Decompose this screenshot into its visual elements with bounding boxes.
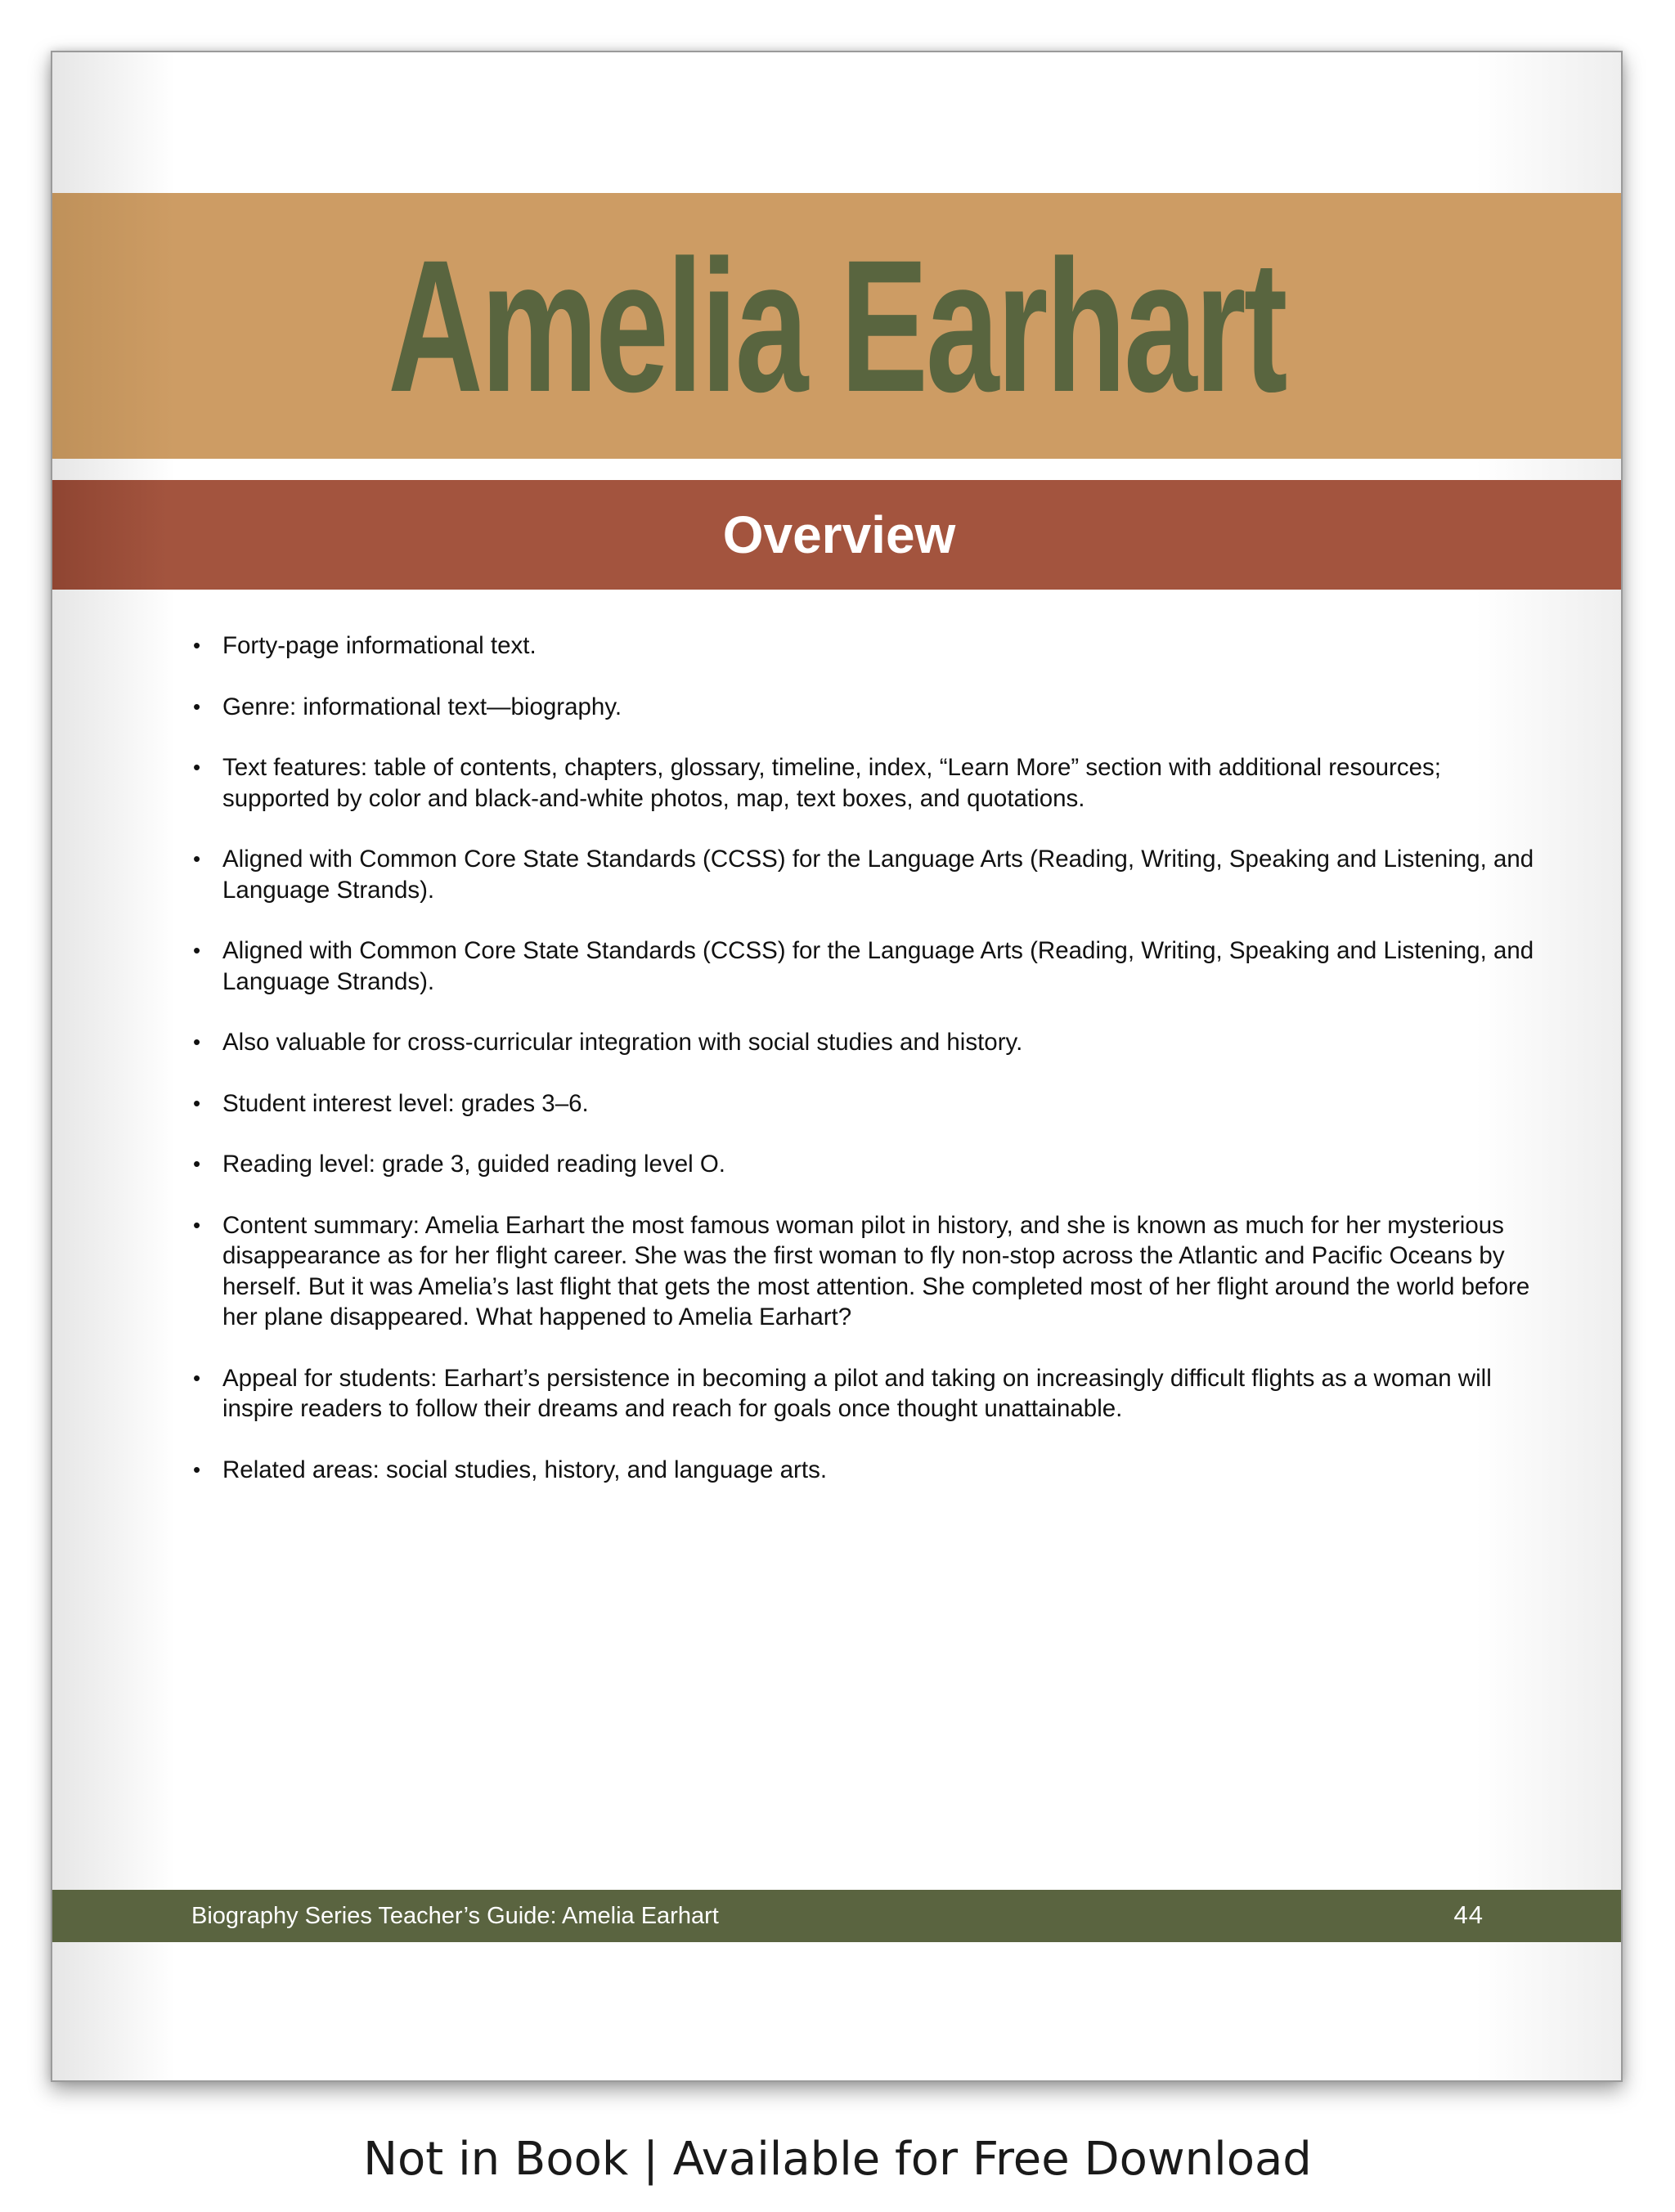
bullet-dot-icon: • (193, 1090, 201, 1115)
overview-banner (52, 480, 1621, 590)
list-item (193, 692, 1551, 723)
bullet-text: Also valuable for cross-curricular integration with social studies and history. (222, 1029, 1023, 1056)
document-title: Amelia Earhart (388, 221, 1286, 431)
footer-bar (52, 1890, 1621, 1942)
list-item (193, 936, 1551, 997)
list-item (193, 844, 1551, 905)
download-caption: Not in Book | Available for Free Download (363, 2133, 1312, 2186)
bullet-dot-icon: • (193, 1456, 201, 1482)
bullet-dot-icon: • (193, 755, 201, 779)
list-item (193, 752, 1551, 814)
section-heading: Overview (722, 505, 956, 564)
footer-guide-title: Biography Series Teacher’s Guide: Amelia Earhart (191, 1903, 719, 1929)
list-item (193, 1027, 1551, 1058)
list-item (193, 1149, 1551, 1180)
bullet-text: Appeal for students: Earhart’s persistence in becoming a pilot and taking on increasingly difficult flights as a woman will inspire readers to follow their dreams and reach for goals once thought unattainable. (222, 1364, 1492, 1422)
bullet-text: Content summary: Amelia Earhart the most famous woman pilot in history, and she is known as much for her mysterious disappearance as for her flight career. She was the first woman to fly non-stop across the Atlantic and Pacific Oceans by herself. But it was Amelia’s last flight that gets the most attention. She completed most of her flight around the world before her plane disappeared. What happened to Amelia Earhart? (222, 1211, 1530, 1330)
list-item (193, 1363, 1551, 1425)
bullet-text: Aligned with Common Core State Standards (CCSS) for the Language Arts (Reading, Writing, Speaking and Listening, and Language Strands). (222, 846, 1534, 904)
bullet-dot-icon: • (193, 1151, 201, 1176)
bullet-text: Text features: table of contents, chapters, glossary, timeline, index, “Learn More” section with additional resources; supported by color and black-and-white photos, map, text boxes, and quotations. (222, 754, 1441, 812)
list-item (193, 1088, 1551, 1119)
bullet-dot-icon: • (193, 633, 201, 657)
page-number: 44 (1453, 1900, 1484, 1929)
document-page (51, 51, 1623, 2082)
bullet-text: Reading level: grade 3, guided reading level O. (222, 1151, 725, 1178)
bullet-text: Genre: informational text—biography. (222, 693, 622, 720)
bullet-text: Student interest level: grades 3–6. (222, 1089, 589, 1117)
bullet-dot-icon: • (193, 846, 201, 871)
list-item (193, 1455, 1551, 1486)
bullet-dot-icon: • (193, 1365, 201, 1390)
overview-bullet-list (193, 630, 1551, 1515)
bullet-dot-icon: • (193, 938, 201, 962)
bullet-dot-icon: • (193, 1030, 201, 1054)
title-banner (52, 193, 1621, 459)
bullet-text: Aligned with Common Core State Standards (CCSS) for the Language Arts (Reading, Writing, Speaking and Listening, and Language Strands). (222, 937, 1534, 995)
bullet-dot-icon: • (193, 1212, 201, 1237)
bullet-text: Forty-page informational text. (222, 632, 537, 659)
list-item (193, 1210, 1551, 1333)
bullet-text: Related areas: social studies, history, and language arts. (222, 1456, 828, 1483)
bullet-dot-icon: • (193, 693, 201, 719)
list-item (193, 630, 1551, 662)
